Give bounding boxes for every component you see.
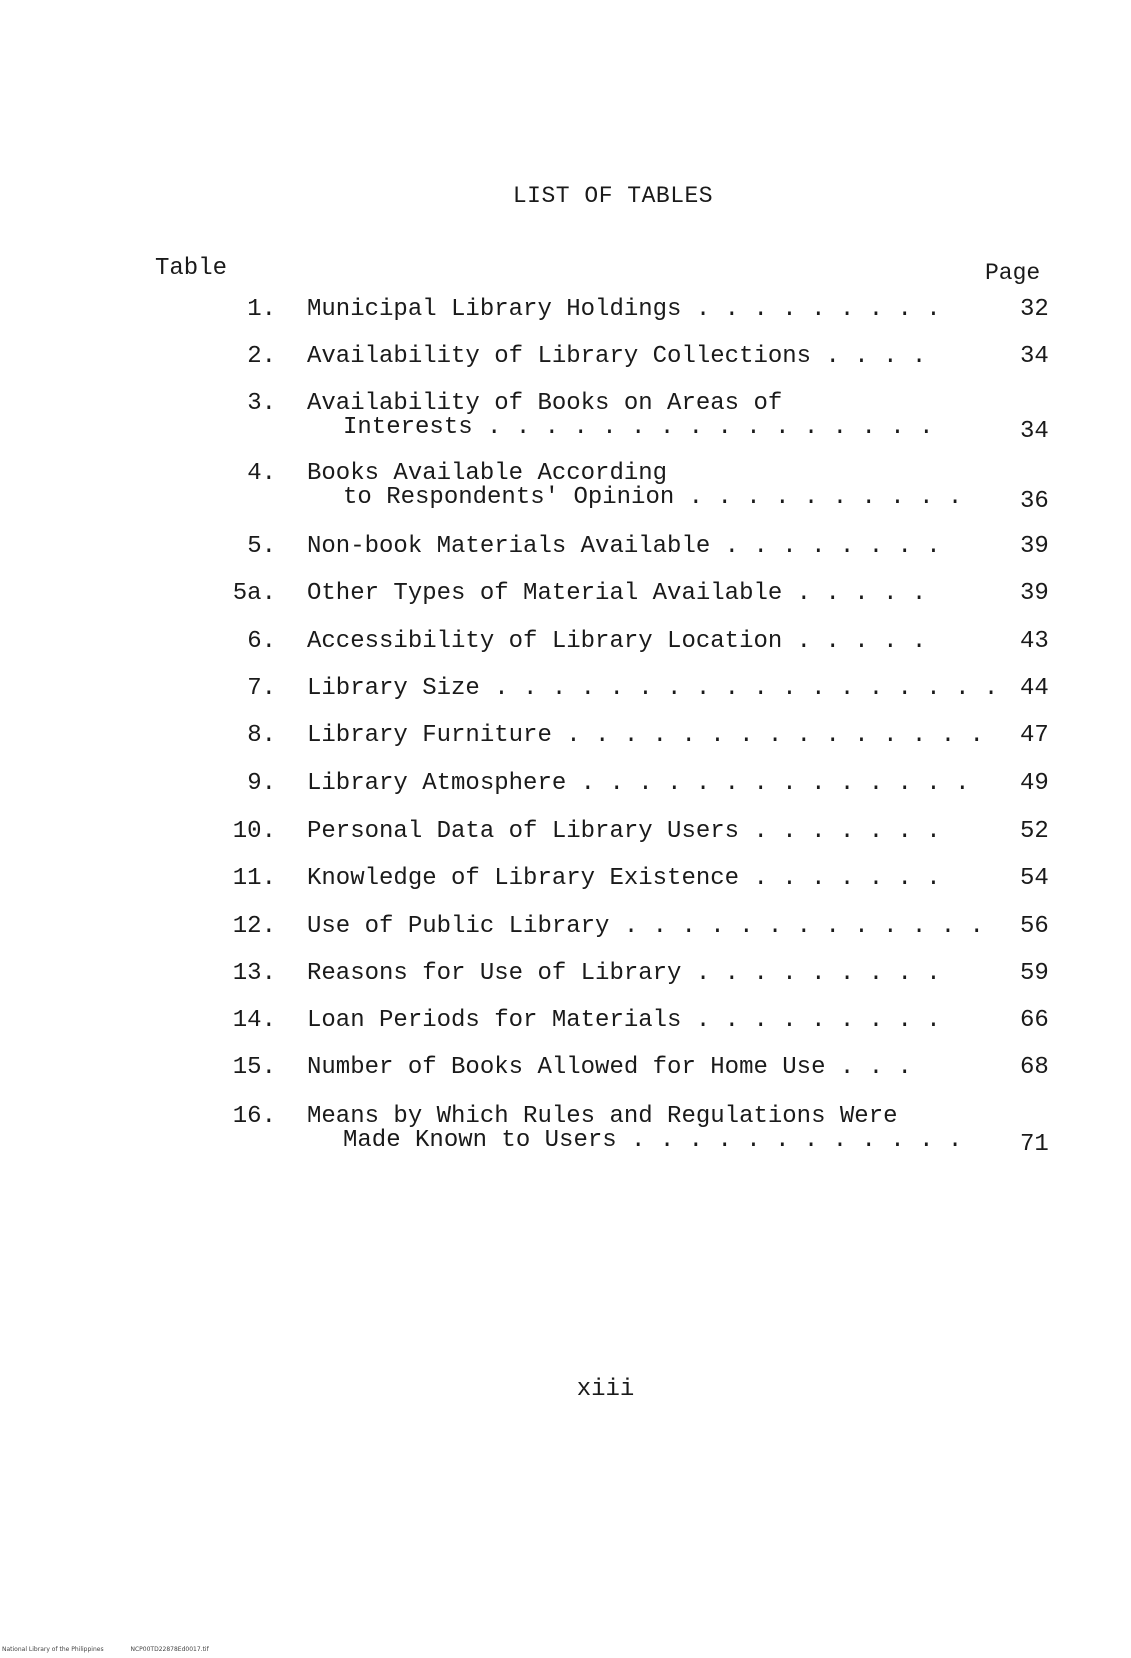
entry-title — [307, 1056, 917, 1080]
entry-title — [307, 460, 963, 511]
entry-title-line: to Respondents' Opinion — [343, 484, 675, 511]
leader-dots: . . . . . . . — [739, 818, 941, 845]
entry-title-line: Accessibility of Library Location — [307, 628, 783, 655]
entry-page: 36 — [1020, 488, 1049, 515]
entry-number: 1. — [247, 296, 276, 323]
entry-page: 52 — [1020, 818, 1049, 845]
entry-number: 12. — [232, 913, 276, 940]
entry-title-line: Knowledge of Library Existence — [307, 865, 740, 892]
entry-title-line: Number of Books Allowed for Home Use — [307, 1054, 826, 1081]
entry-title-line: Use of Public Library — [307, 913, 610, 940]
leader-dots: . . . . . . . . — [710, 533, 941, 560]
leader-dots: . . . . . . . . . — [681, 296, 941, 323]
entry-number: 10. — [232, 818, 276, 845]
entry-title-line: Library Furniture — [307, 722, 552, 749]
entry-title — [307, 1007, 941, 1034]
entry-title — [307, 628, 927, 655]
entry-number: 14. — [232, 1007, 276, 1034]
entry-title-line: Loan Periods for Materials — [307, 1007, 682, 1034]
entry-title — [307, 533, 941, 560]
leader-dots: . . . . . . . — [739, 865, 941, 892]
entry-title-line: Library Size — [307, 675, 480, 702]
entry-page: 34 — [1020, 343, 1049, 370]
entry-page: 39 — [1020, 533, 1049, 560]
entry-number: 2. — [247, 343, 276, 370]
entry-title-line: Made Known to Users — [343, 1127, 617, 1154]
entry-number: 6. — [247, 628, 276, 655]
leader-dots: . . . . . . . . . . . . — [616, 1127, 963, 1154]
leader-dots: . . . . . . . . . . — [674, 484, 963, 511]
entry-title-line: Availability of Library Collections — [307, 343, 812, 370]
entry-title — [307, 770, 970, 797]
entry-title — [307, 390, 934, 441]
scan-footer — [2, 1646, 234, 1653]
footer-source: National Library of the Philippines — [2, 1646, 104, 1653]
entry-number: 5. — [247, 533, 276, 560]
entry-title — [307, 1103, 963, 1154]
entry-number: 9. — [247, 770, 276, 797]
entry-page: 71 — [1020, 1131, 1049, 1158]
entry-number: 3. — [247, 390, 276, 417]
entry-title-line: Reasons for Use of Library — [307, 960, 682, 987]
entry-number: 5a. — [232, 580, 276, 607]
entry-title-line: Books Available According — [307, 460, 668, 487]
entry-page: 39 — [1020, 580, 1049, 607]
entry-page: 66 — [1020, 1007, 1049, 1034]
leader-dots: . . . — [825, 1054, 912, 1081]
page-title: LIST OF TABLES — [512, 183, 714, 209]
leader-dots: . . . . . . . . . . . . . . . . — [472, 414, 934, 441]
entry-title — [307, 580, 927, 607]
entry-title — [307, 296, 941, 323]
entry-number: 13. — [232, 960, 276, 987]
leader-dots: . . . . . . . . . . . . . . . — [551, 722, 984, 749]
entry-number: 11. — [232, 865, 276, 892]
entry-number: 15. — [232, 1054, 276, 1081]
entry-title-continuation — [307, 1127, 963, 1154]
leader-dots: . . . . . . . . . . . . . — [609, 913, 984, 940]
entry-page: 68 — [1020, 1054, 1049, 1081]
leader-dots: . . . . . — [782, 628, 927, 655]
entry-title-continuation — [307, 484, 963, 511]
entry-title-line: Means by Which Rules and Regulations Were — [307, 1103, 898, 1130]
entry-number: 16. — [232, 1103, 276, 1130]
entry-page: 32 — [1020, 296, 1049, 323]
entry-title-line: Other Types of Material Available — [307, 580, 783, 607]
entry-page: 44 — [1020, 675, 1049, 702]
entry-title-line: Library Atmosphere — [307, 770, 567, 797]
leader-dots: . . . . . . . . . . . . . . — [566, 770, 970, 797]
entry-page: 43 — [1020, 628, 1049, 655]
footer-filename: NCP00TD22878Ed0017.tif — [130, 1646, 209, 1653]
entry-title — [307, 722, 984, 749]
leader-dots: . . . . — [811, 343, 927, 370]
leader-dots: . . . . . . . . . . . . . . . . . . — [479, 675, 999, 702]
entry-title — [307, 675, 999, 702]
entry-number: 8. — [247, 722, 276, 749]
entry-title-line: Personal Data of Library Users — [307, 818, 740, 845]
entry-page: 56 — [1020, 913, 1049, 940]
entry-title — [307, 960, 941, 987]
entry-title-line: Municipal Library Holdings — [307, 296, 682, 323]
entry-title — [307, 913, 984, 940]
page-number: xiii — [576, 1376, 635, 1403]
leader-dots: . . . . . . . . . — [681, 960, 941, 987]
entry-title-line: Availability of Books on Areas of — [307, 390, 783, 417]
entry-number: 7. — [247, 675, 276, 702]
leader-dots: . . . . . . . . . — [681, 1007, 941, 1034]
entry-title-line: Non-book Materials Available — [307, 533, 711, 560]
entry-page: 54 — [1020, 865, 1049, 892]
entry-page: 34 — [1020, 418, 1049, 445]
entry-title — [307, 818, 941, 845]
entry-title-line: Interests — [343, 414, 473, 441]
column-header-page: Page — [985, 260, 1041, 286]
entry-page: 47 — [1020, 722, 1049, 749]
entry-page: 59 — [1020, 960, 1049, 987]
entry-title-continuation — [307, 414, 934, 441]
leader-dots: . . . . . — [782, 580, 927, 607]
column-header-table: Table — [155, 255, 228, 282]
entry-title — [307, 343, 927, 370]
entry-number: 4. — [247, 460, 276, 487]
entry-page: 49 — [1020, 770, 1049, 797]
entry-title — [307, 865, 941, 892]
